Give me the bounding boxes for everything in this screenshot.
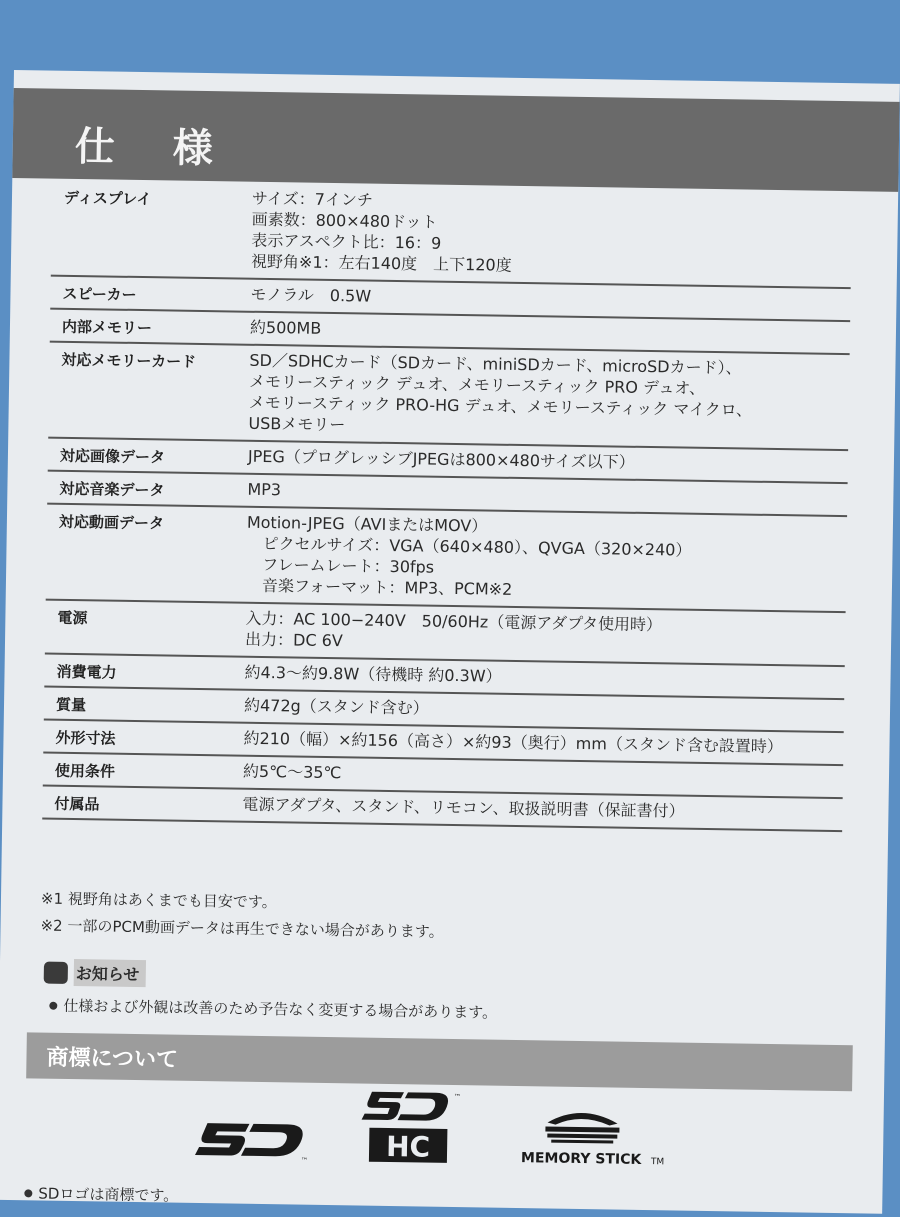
spec-value-line: 約4.3〜約9.8W（待機時 約0.3W） [244, 662, 502, 686]
spec-label: 内部メモリー [61, 317, 153, 338]
spec-value-line: モノラル 0.5W [250, 284, 372, 306]
spec-header-bar [12, 88, 899, 192]
spec-label: 外形寸法 [55, 728, 116, 748]
spec-value-line: 音楽フォーマット：MP3、PCM※2 [261, 575, 513, 599]
trademark-title: 商標について [46, 1045, 179, 1073]
spec-value-line: 電源アダプタ、スタンド、リモコン、取扱説明書（保証書付） [242, 794, 685, 821]
notice-body: 仕様および外観は改善のため予告なく変更する場合があります。 [63, 996, 498, 1022]
spec-value-line: USBメモリー [248, 413, 346, 435]
spec-value-line: SD／SDHCカード（SDカード、miniSDカード、microSDカード）、 [249, 350, 742, 378]
spec-row [48, 343, 849, 452]
spec-label: スピーカー [62, 284, 137, 304]
spec-value [246, 508, 847, 611]
spec-label: 消費電力 [56, 662, 117, 682]
notice-icon [44, 961, 68, 983]
spec-value-line: MP3 [247, 479, 282, 500]
spec-value-line: メモリースティック デュオ、メモリースティック PRO デュオ、 [248, 371, 706, 398]
spec-value [245, 604, 846, 665]
spec-value-line: サイズ：7インチ [251, 188, 374, 210]
trademark-header-bar [26, 1032, 853, 1091]
spec-value-line: 約210（幅）×約156（高さ）×約93（奥行）mm（スタンド含む設置時） [243, 728, 784, 757]
notice-text [49, 995, 497, 1023]
page-title: 仕 様 [74, 123, 236, 173]
spec-table [42, 181, 852, 832]
manual-page [0, 70, 900, 1214]
spec-label: 対応メモリーカード [61, 350, 197, 371]
spec-label: 対応画像データ [59, 446, 166, 467]
footer-text: SDロゴは商標です。 [38, 1184, 179, 1205]
spec-value-line: フレームレート：30fps [262, 554, 435, 577]
memory-stick-tm-mark: TM [650, 1157, 665, 1168]
spec-value-line: 表示アスペクト比：16：9 [251, 230, 442, 253]
notice-header [44, 959, 146, 988]
memory-stick-text: MEMORY STICK [520, 1150, 642, 1168]
spec-value-line: メモリースティック PRO-HG デュオ、メモリースティック マイクロ、 [248, 392, 753, 420]
sdhc-tm-mark: ™ [453, 1093, 461, 1102]
spec-label: 対応音楽データ [59, 479, 165, 500]
spec-label: 電源 [57, 608, 88, 628]
spec-value [251, 184, 852, 287]
spec-label: 対応動画データ [58, 512, 165, 533]
spec-value-line: JPEG（プログレッシブJPEGは800×480サイズ以下） [247, 446, 635, 472]
notice-label: お知らせ [74, 959, 146, 987]
footer-note [24, 1182, 178, 1205]
spec-value-line: 出力：DC 6V [244, 629, 343, 651]
spec-label: 質量 [55, 695, 87, 715]
spec-label: 使用条件 [54, 761, 116, 781]
sd-logo [189, 1113, 320, 1165]
spec-value-line: ピクセルサイズ：VGA（640×480）、QVGA（320×240） [262, 533, 692, 560]
spec-row [46, 505, 847, 614]
sdhc-logo [357, 1088, 468, 1170]
footnote-2: ※2 一部のPCM動画データは再生できない場合があります。 [40, 916, 444, 941]
spec-value-line: 画素数：800×480ドット [251, 209, 438, 232]
sd-tm-mark: ™ [300, 1156, 308, 1165]
spec-label: ディスプレイ [63, 188, 152, 209]
spec-value-line: 約500MB [249, 317, 322, 338]
spec-value-line: Motion-JPEG（AVIまたはMOV） [246, 512, 488, 536]
spec-label: 付属品 [54, 794, 100, 814]
spec-value-line: 視野角※1：左右140度 上下120度 [250, 251, 512, 275]
spec-row [51, 181, 852, 290]
bullet-icon [24, 1189, 32, 1197]
footnote-1: ※1 視野角はあくまでも目安です。 [40, 889, 277, 912]
spec-value-line: 約5℃〜35℃ [242, 761, 342, 783]
spec-value-line: 入力：AC 100−240V 50/60Hz（電源アダプタ使用時） [245, 608, 663, 635]
memory-stick-logo [517, 1098, 688, 1171]
hc-text: HC [385, 1129, 431, 1164]
bullet-icon [49, 1001, 57, 1009]
spec-value-line: 約472g（スタンド含む） [243, 695, 429, 718]
footnotes [40, 886, 841, 953]
spec-value [248, 346, 849, 449]
